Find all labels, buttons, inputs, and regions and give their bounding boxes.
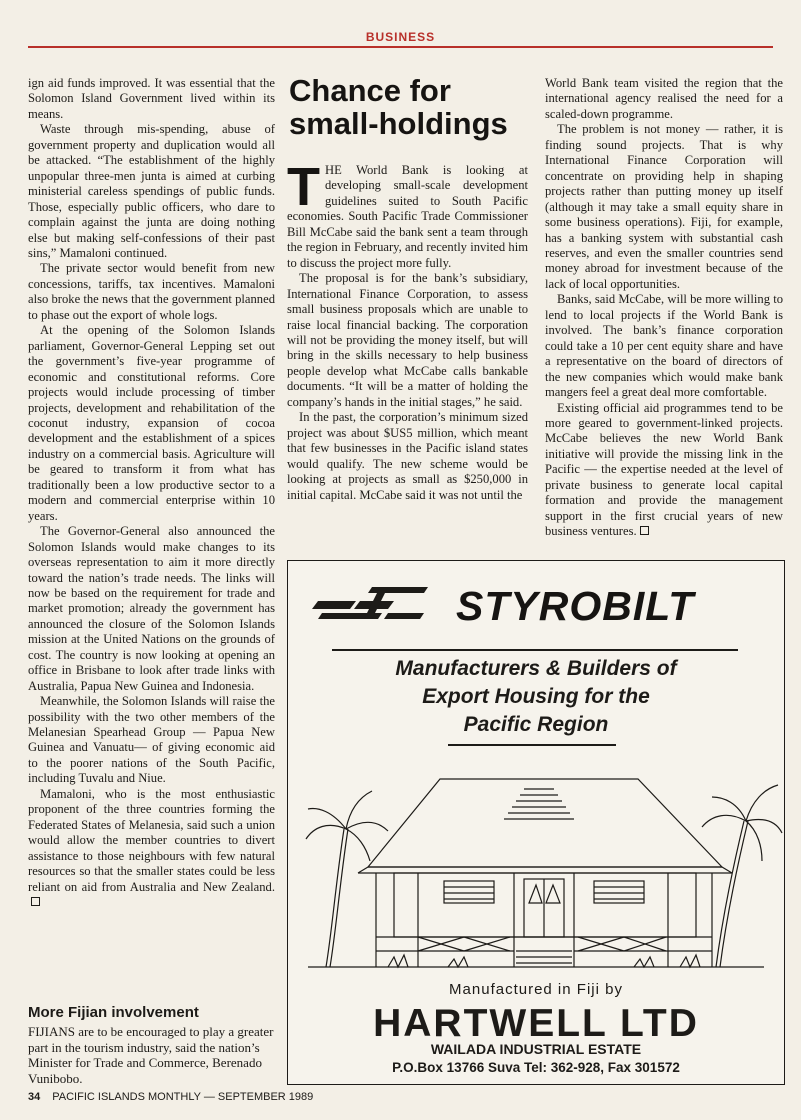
column-3 (545, 76, 783, 540)
end-mark-icon (31, 897, 40, 906)
publication-line: PACIFIC ISLANDS MONTHLY — SEPTEMBER 1989 (52, 1091, 314, 1103)
end-mark-icon (640, 526, 649, 535)
styrobilt-logo-icon (308, 583, 428, 623)
section-rule (28, 46, 773, 48)
page-number: 34 (28, 1091, 41, 1103)
paragraph: World Bank team visited the region that the international agency realised the need for a scaled-down programme. (545, 76, 783, 121)
paragraph: ign aid funds improved. It was essential that the Solomon Island Government lived within its means. (28, 76, 275, 121)
drop-cap: T (287, 157, 320, 217)
paragraph: Meanwhile, the Solomon Islands will raise the possibility with the two other members of the Melanesian Spearhead Group — Papua New Guinea and Vanuatu— of giving economic aid to the poorer nations of the South Pacific, including Tuvalu and Niue. (28, 694, 275, 786)
section-label: BUSINESS (365, 30, 436, 44)
lead-text: HE World Bank is looking at developing small-scale development guidelines suited to South Pacific economies. South Pacific Trade Commissioner Bill McCabe said the bank sent a team through the region in February, and recently invited him to discuss the project more fully. (287, 163, 528, 270)
paragraph: Waste through mis-spending, abuse of government property and duplication would all be attacked. “The establishment of the highly unpopular three-men junta is aimed at curbing ministerial careless spendings of public funds. Those, especially public officers, who dare to complain against the junta are doing nothing else but making self-confessions of their past sins,” Mamaloni continued. (28, 122, 275, 260)
ad-made-in: Manufactured in Fiji by (449, 981, 623, 998)
ad-tagline-1: Manufacturers & Builders of (395, 657, 677, 680)
paragraph: At the opening of the Solomon Islands parliament, Governor-General Lepping set out the government’s five-year programme of economic and constitutional reforms. Core projects would include processing of timber projects, development and rehabilitation of the coconut industry, expansion of cocoa development and the establishment of a spices industry on a commercial basis. Agriculture will be geared to transform it from what has traditionally been a low productive sector to a modern and commercial enterprise within 10 years. (28, 323, 275, 523)
ad-company: HARTWELL LTD (373, 1002, 699, 1045)
paragraph-text: Mamaloni, who is the most enthusiastic proponent of the three countries forming the Federated States of Melanesia, said such a union would allow the member countries to divert assistance to those neighbours with few natural resources so that the smaller states could be less reliant on aid from Australia and New Zealand. (28, 786, 275, 894)
paragraph: FIJIANS are to be encouraged to play a greater part in the tourism industry, said the nation’s Minister for Trade and Commerce, Berenado Vunibobo. (28, 1024, 274, 1086)
ad-contact: P.O.Box 13766 Suva Tel: 362-928, Fax 301572 (392, 1060, 680, 1075)
paragraph-last (28, 787, 275, 911)
paragraph: In the past, the corporation’s minimum sized project was about $US5 million, which meant that few businesses in the Pacific island states would qualify. The new scheme would be looking at projects as small as $250,000 in initial capital. McCabe said it was not until the (287, 410, 528, 502)
ad-estate: WAILADA INDUSTRIAL ESTATE (430, 1041, 642, 1057)
paragraph-last (545, 401, 783, 540)
section-header (28, 28, 773, 46)
lead-paragraph (287, 157, 528, 271)
column-2 (287, 157, 528, 503)
paragraph: The problem is not money — rather, it is finding sound projects. That is why International Finance Corporation will concentrate on providing help in shaping projects rather than putting money up itself (although it may take a small equity share in some business operations). Fiji, for example, has a banking system with substantial cash reserves, and even the smaller countries send money abroad for investment because of the lack of local opportunities. (545, 122, 783, 291)
ad-divider (332, 649, 738, 651)
ad-tagline-3: Pacific Region (463, 713, 609, 736)
ad-tagline-2: Export Housing for the (422, 685, 650, 708)
paragraph: The proposal is for the bank’s subsidiary, International Finance Corporation, to assess small business proposals which are unable to raise local financial backing. The corporation will not be providing the money itself, but will bring in the skills necessary to help business people develop what McCabe calls bankable documents. “It will be a matter of holding the company’s hands in the initial stages,” he said. (287, 271, 528, 409)
paragraph: The Governor-General also announced the Solomon Islands would make changes to its overseas representation to aim it more directly toward the nation’s trade needs. The links will now be based on the requirement for trade and market promotion; already the government has announced the closure of the Solomon Islands mission at the United Nations on the grounds of cost. The country is now looking at opening an office in Brisbane to look after trade links with Australia, Papua New Guinea and Indonesia. (28, 524, 275, 693)
house-illustration-icon (288, 731, 784, 971)
subhead: More Fijian involvement (28, 1004, 199, 1021)
advertisement (287, 560, 785, 1085)
page-footer (28, 1091, 313, 1103)
paragraph: The private sector would benefit from new concessions, tariffs, tax incentives. Mamaloni also broke the news that the government planned to phase out the export of whole logs. (28, 261, 275, 322)
paragraph: Banks, said McCabe, will be more willing to lend to local projects if the World Bank is involved. The bank’s finance corporation could take a 10 per cent equity share and have a representative on the board of directors of the new companies which would make bank mangers feel a great deal more comfortable. (545, 292, 783, 400)
article-headline: Chance for small-holdings (289, 73, 508, 141)
ad-brand: STYROBILT (456, 583, 695, 629)
column-1 (28, 76, 275, 910)
paragraph-text: Existing official aid programmes tend to be more geared to government-linked projects. McCabe believes the new World Bank initiative will provide the missing link in the Pacific — the expertise needed at the level of private business to generate local capital formation and provide the management support in the first crucial years of new business ventures. (545, 400, 783, 539)
fijian-article (28, 1024, 275, 1086)
